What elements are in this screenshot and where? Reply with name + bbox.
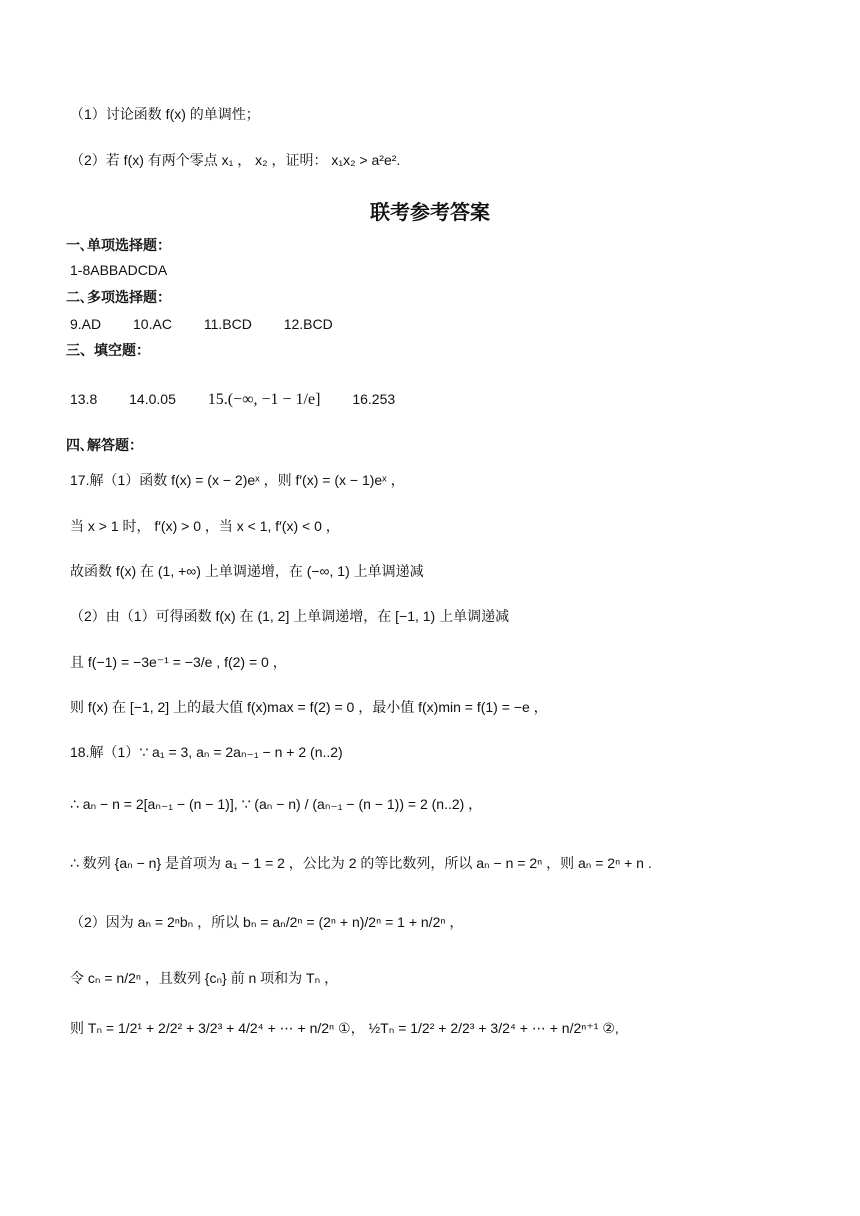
problem-part-2: （2）若 f(x) 有两个零点 x₁ ， x₂ ，证明： x₁x₂ > a²e². [70,152,401,168]
q17-line-6: 则 f(x) 在 [−1, 2] 上的最大值 f(x)max = f(2) = 0 ，最小值 f(x)min = f(1) = −e ， [70,699,548,715]
section-heading-multi-choice: 二､多项选择题： [66,290,171,306]
q18-line-2: ∴ aₙ − n = 2[aₙ₋₁ − (n − 1)], ∵ (aₙ − n) / (aₙ₋₁ − (n − 1)) = 2 (n..2) ， [70,796,483,812]
q18-line-3: ∴ 数列 {aₙ − n} 是首项为 a₁ − 1 = 2 ，公比为 2 的等比数列，所以 aₙ − n = 2ⁿ ，则 aₙ = 2ⁿ + n . [70,855,652,871]
answer-9: 9.AD [70,316,102,332]
q17-line-1: 17.解（1）函数 f(x) = (x − 2)eˣ ，则 f′(x) = (x − 1)eˣ ， [70,472,405,488]
answer-title: 联考参考答案 [370,200,490,224]
section-heading-single-choice: 一､单项选择题： [66,238,171,254]
answer-10: 10.AC [133,316,172,332]
q18-line-1: 18.解（1）∵ a₁ = 3, aₙ = 2aₙ₋₁ − n + 2 (n..2) [70,744,343,760]
section-heading-fill-blank: 三、填空题： [66,343,150,359]
q18-line-6: 则 Tₙ = 1/2¹ + 2/2² + 3/2³ + 4/2⁴ + ⋯ + n/2ⁿ ①， ½Tₙ = 1/2² + 2/2³ + 3/2⁴ + ⋯ + n/2ⁿ⁺¹ ②, [70,1020,619,1036]
answer-16: 16.253 [352,391,396,407]
problem-part-1: （1）讨论函数 f(x) 的单调性； [70,106,260,122]
q18-line-4: （2）因为 aₙ = 2ⁿbₙ ，所以 bₙ = aₙ/2ⁿ = (2ⁿ + n)/2ⁿ = 1 + n/2ⁿ ， [70,914,464,930]
answer-13: 13.8 [70,391,98,407]
single-choice-answers: 1-8ABBADCDA [70,262,168,278]
multi-choice-answers [70,316,333,333]
q17-line-5: 且 f(−1) = −3e⁻¹ = −3/e , f(2) = 0 ， [70,654,287,670]
section-heading-solutions: 四､解答题： [66,438,143,454]
answer-15: 15.(−∞, −1 − 1/e] [207,391,321,408]
answer-11: 11.BCD [203,316,252,332]
answer-12: 12.BCD [283,316,333,332]
fill-blank-answers [70,390,395,409]
q17-line-4: （2）由（1）可得函数 f(x) 在 (1, 2] 上单调递增，在 [−1, 1) 上单调递减 [70,608,510,624]
q17-line-3: 故函数 f(x) 在 (1, +∞) 上单调递增，在 (−∞, 1) 上单调递减 [70,563,424,579]
q17-line-2: 当 x > 1 时， f′(x) > 0 ，当 x < 1, f′(x) < 0 ， [70,518,340,534]
q18-line-5: 令 cₙ = n/2ⁿ ，且数列 {cₙ} 前 n 项和为 Tₙ ， [70,970,339,986]
answer-14: 14.0.05 [129,391,176,407]
